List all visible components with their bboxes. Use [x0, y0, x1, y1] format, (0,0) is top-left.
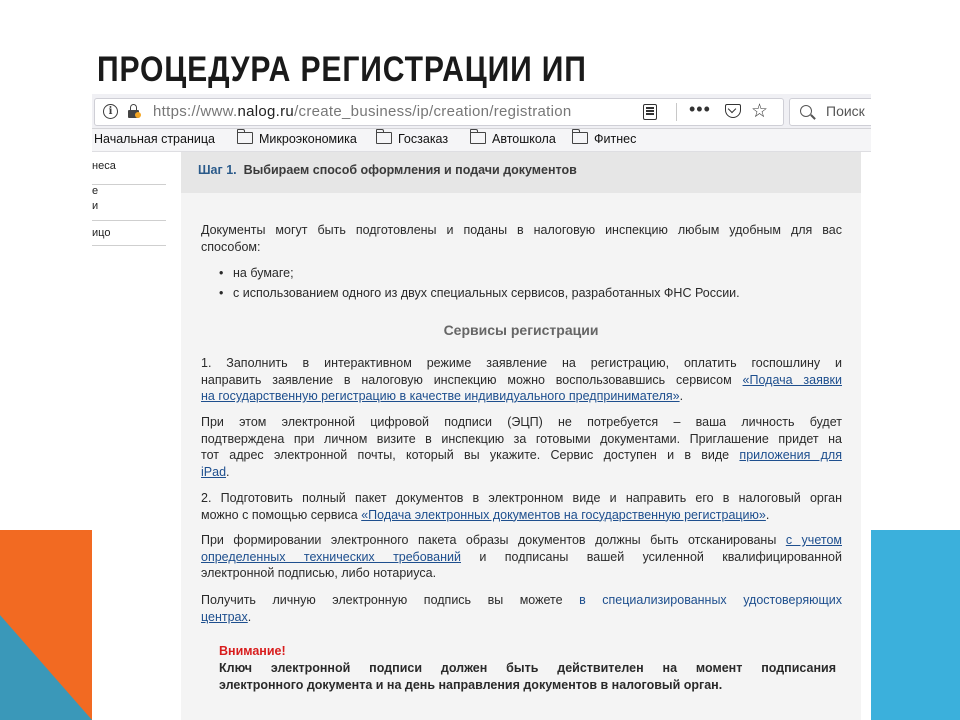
- package-paragraph: При формировании электронного пакета образы документов должны быть отсканированы с учетом определенных технических требований и подписаны вашей усиленной квалифицированной электронной подписью, либо нотариуса.: [201, 533, 842, 580]
- warning-text: Ключ электронной подписи должен быть действителен на момент подписания электронного документа и на день направления документов в налоговый орган.: [219, 661, 836, 692]
- sidebar-item[interactable]: неса: [92, 160, 166, 185]
- registration-panel: [181, 152, 861, 720]
- bookmark-folder-autoschool[interactable]: Автошкола: [470, 132, 556, 146]
- bookmark-folder-microeconomics[interactable]: Микроэкономика: [237, 132, 357, 146]
- link-submit-application[interactable]: «Подача заявки: [742, 372, 842, 387]
- folder-icon: [572, 132, 588, 144]
- separator: [676, 103, 677, 121]
- link-submit-application[interactable]: на государственную регистрацию в качестве индивидуального предпринимателя»: [201, 389, 680, 403]
- url-text[interactable]: https://www.nalog.ru/create_business/ip/creation/registration: [153, 103, 572, 120]
- step-title: Шаг 1. Выбираем способ оформления и подачи документов: [198, 163, 577, 177]
- service-2-paragraph: 2. Подготовить полный пакет документов в электронном виде и направить его в налоговый орган можно с помощью сервиса «Подача электронных документов на государственную регистрацию».: [201, 491, 842, 522]
- pocket-icon[interactable]: [725, 104, 741, 118]
- link-technical-requirements[interactable]: определенных технических требований: [201, 549, 461, 564]
- slide-title: ПРОЦЕДУРА РЕГИСТРАЦИИ ИП: [97, 50, 587, 89]
- page-actions-more-icon[interactable]: •••: [689, 99, 711, 119]
- link-technical-requirements[interactable]: с учетом: [785, 533, 842, 547]
- bookmark-star-icon[interactable]: ☆: [751, 101, 769, 122]
- link-certification-centers[interactable]: центрах: [201, 609, 248, 624]
- reader-view-icon[interactable]: [643, 104, 657, 120]
- decor-blue-block: [870, 530, 960, 720]
- link-submit-electronic-documents[interactable]: «Подача электронных документов на государственную регистрацию»: [361, 507, 766, 522]
- bookmarks-toolbar: [92, 129, 871, 152]
- intro-paragraph: Документы могут быть подготовлены и поданы в налоговую инспекцию любым удобным для вас способом:: [201, 223, 842, 254]
- signature-paragraph: Получить личную электронную подпись вы можете в специализированных удостоверяющих центрах.: [201, 593, 842, 624]
- address-bar[interactable]: [94, 98, 784, 126]
- browser-screenshot: [92, 94, 871, 720]
- link-ipad-app[interactable]: iPad: [201, 464, 227, 479]
- bullet-services: • с использованием одного из двух специальных сервисов, разработанных ФНС России.: [233, 286, 740, 300]
- services-heading: Сервисы регистрации: [443, 322, 599, 338]
- warning-title: Внимание!: [219, 644, 286, 658]
- bullet-paper: • на бумаге;: [233, 266, 294, 280]
- link-certification-centers[interactable]: в специализированных удостоверяющих: [579, 593, 842, 607]
- folder-icon: [376, 132, 392, 144]
- info-icon[interactable]: i: [103, 104, 118, 119]
- bookmark-folder-goszakaz[interactable]: Госзаказ: [376, 132, 448, 146]
- bookmark-home[interactable]: Начальная страница: [94, 132, 215, 146]
- folder-icon: [470, 132, 486, 144]
- search-icon: [800, 105, 812, 117]
- folder-icon: [237, 132, 253, 144]
- decor-teal-triangle: [0, 615, 92, 720]
- sidebar-item[interactable]: ицо: [92, 227, 166, 246]
- service-1-paragraph: 1. Заполнить в интерактивном режиме заявление на регистрацию, оплатить госпошлину и направить заявление в налоговую инспекцию можно воспользовавшись сервисом «Подача заявки на государственную регистрацию в качестве индивидуального предпринимателя».: [201, 356, 842, 403]
- url-fade: [575, 101, 615, 123]
- link-ipad-app[interactable]: приложения для: [739, 448, 842, 462]
- sidebar-item[interactable]: е: [92, 185, 99, 197]
- sidebar-item[interactable]: и: [92, 200, 166, 221]
- bookmark-folder-fitness[interactable]: Фитнес: [572, 132, 636, 146]
- left-sidebar: [92, 152, 166, 252]
- search-placeholder: Поиск: [826, 103, 865, 119]
- step-header: [181, 152, 861, 193]
- insecure-lock-icon[interactable]: [128, 104, 139, 118]
- ecp-paragraph: При этом электронной цифровой подписи (ЭЦП) не потребуется – ваша личность будет подтверждена при личном визите в инспекцию за готовыми документами. Приглашение придет на тот адрес электронной почты, который вы укажите. Сервис доступен и в виде приложения для iPad.: [201, 415, 842, 479]
- navigation-toolbar: [92, 94, 871, 129]
- page-content: [92, 152, 871, 720]
- search-bar[interactable]: [789, 98, 871, 126]
